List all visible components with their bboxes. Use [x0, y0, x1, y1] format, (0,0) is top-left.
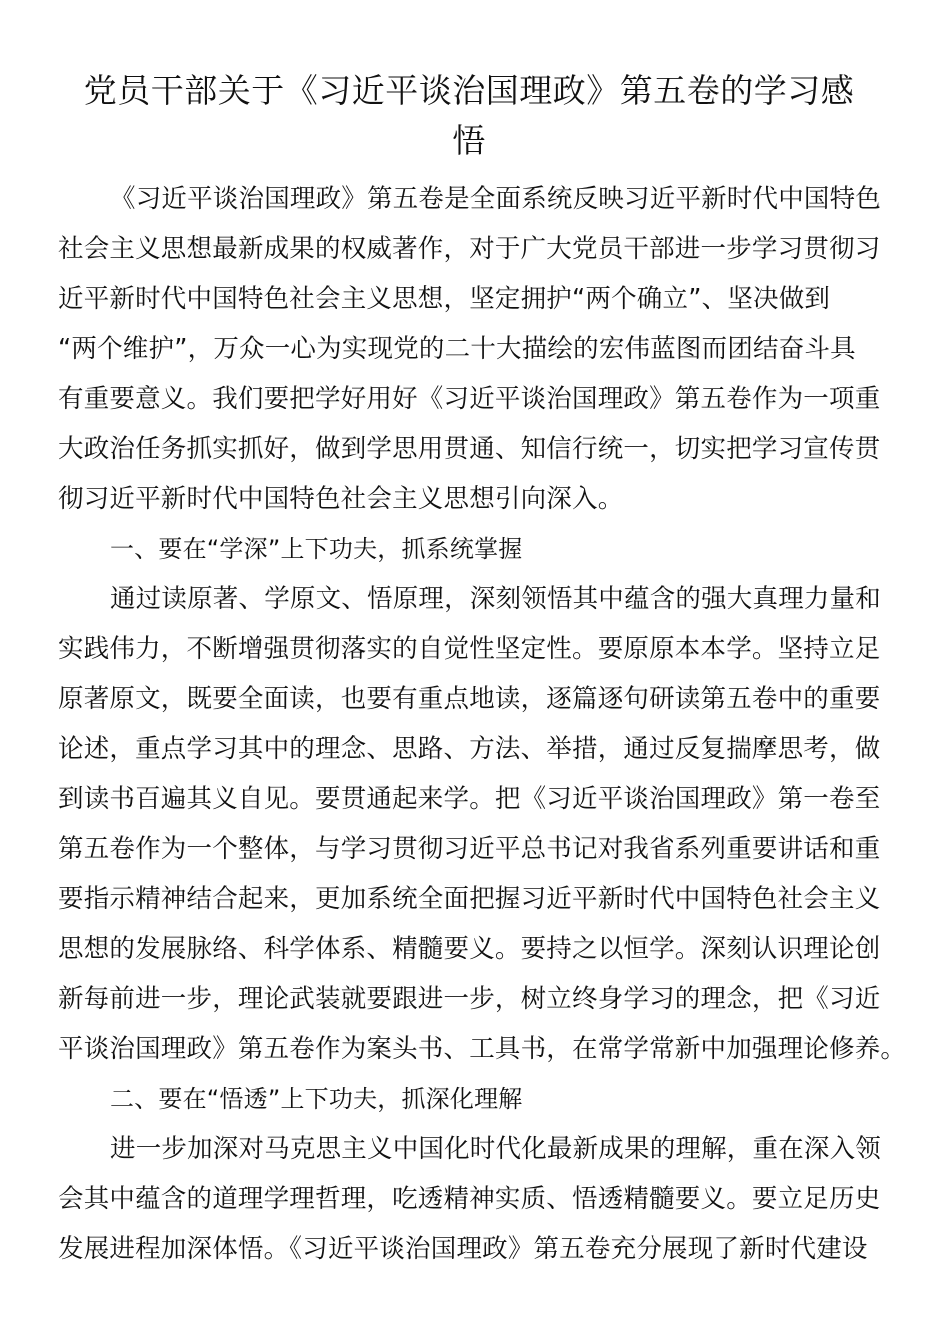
text-line: 第五卷作为一个整体，与学习贯彻习近平总书记对我省系列重要讲话和重 [58, 834, 881, 864]
title-line: 悟 [452, 121, 486, 160]
text-line: 论述，重点学习其中的理念、思路、方法、举措，通过反复揣摩思考，做 [58, 734, 881, 764]
paragraph-section-2 [58, 1124, 880, 1274]
text-line: 实践伟力，不断增强贯彻落实的自觉性坚定性。要原原本本学。坚持立足 [58, 634, 881, 664]
document-page [58, 66, 907, 1274]
text-line: 会其中蕴含的道理学理哲理，吃透精神实质、悟透精髓要义。要立足历史 [58, 1184, 881, 1214]
section-heading-2: 二、要在“悟透”上下功夫，抓深化理解 [110, 1085, 523, 1113]
title-line: 党员干部关于《习近平谈治国理政》第五卷的学习感 [83, 71, 855, 110]
text-line: “两个维护”，万众一心为实现党的二十大描绘的宏伟蓝图而团结奋斗具 [58, 334, 856, 364]
text-line: 大政治任务抓实抓好，做到学思用贯通、知信行统一，切实把学习宣传贯 [58, 434, 881, 464]
text-line: 到读书百遍其义自见。要贯通起来学。把《习近平谈治国理政》第一卷至 [58, 784, 881, 814]
text-line: 平谈治国理政》第五卷作为案头书、工具书，在常学常新中加强理论修养。 [58, 1034, 907, 1064]
text-line: 进一步加深对马克思主义中国化时代化最新成果的理解，重在深入领 [110, 1134, 882, 1164]
text-line: 社会主义思想最新成果的权威著作，对于广大党员干部进一步学习贯彻习 [58, 234, 881, 264]
section-heading-1: 一、要在“学深”上下功夫，抓系统掌握 [110, 535, 523, 563]
text-line: 有重要意义。我们要把学好用好《习近平谈治国理政》第五卷作为一项重 [58, 384, 881, 414]
document-title [58, 66, 880, 166]
text-line: 通过读原著、学原文、悟原理，深刻领悟其中蕴含的强大真理力量和 [110, 584, 882, 614]
paragraph-intro [58, 174, 880, 524]
text-line: 原著原文，既要全面读，也要有重点地读，逐篇逐句研读第五卷中的重要 [58, 684, 881, 714]
text-line: 彻习近平新时代中国特色社会主义思想引向深入。 [58, 484, 624, 514]
text-line: 要指示精神结合起来，更加系统全面把握习近平新时代中国特色社会主义 [58, 884, 881, 914]
text-line: 思想的发展脉络、科学体系、精髓要义。要持之以恒学。深刻认识理论创 [58, 934, 881, 964]
text-line: 《习近平谈治国理政》第五卷是全面系统反映习近平新时代中国特色 [110, 184, 882, 214]
text-line: 发展进程加深体悟。《习近平谈治国理政》第五卷充分展现了新时代建设 [58, 1234, 868, 1264]
text-line: 近平新时代中国特色社会主义思想，坚定拥护“两个确立”、坚决做到 [58, 284, 831, 314]
text-line: 新每前进一步，理论武装就要跟进一步，树立终身学习的理念，把《习近 [58, 984, 881, 1014]
paragraph-section-1 [58, 574, 907, 1074]
